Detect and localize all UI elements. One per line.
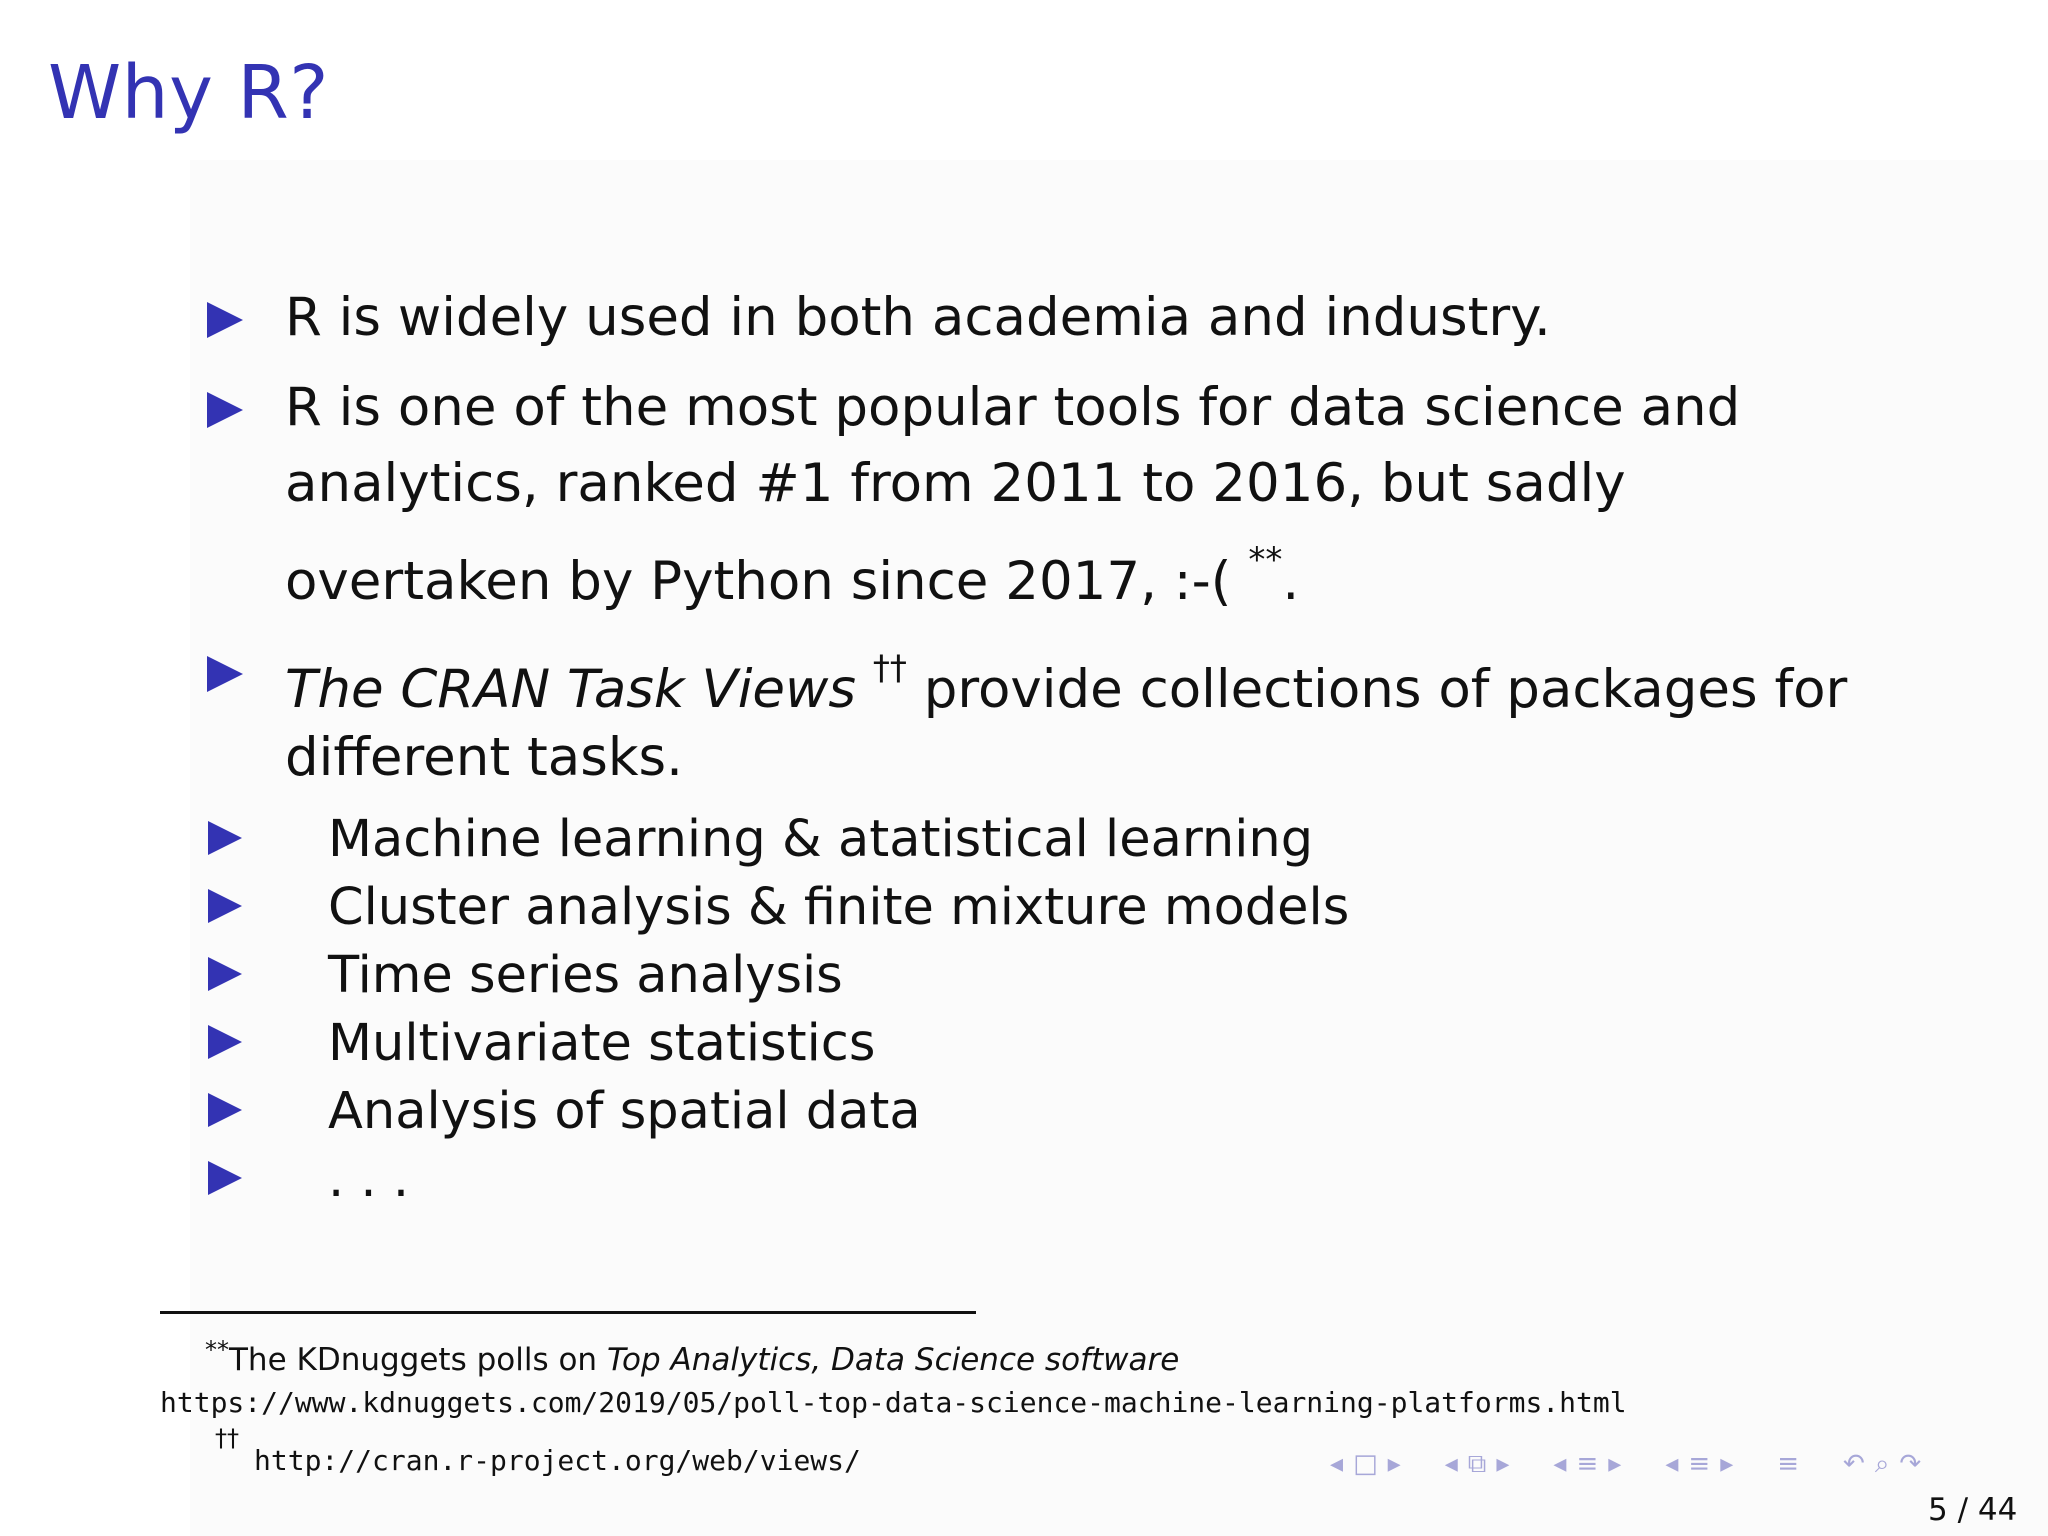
sub-bullet-text: Cluster analysis & finite mixture models <box>328 878 1350 937</box>
sub-bullet-text: . . . <box>328 1150 410 1209</box>
forward-icon[interactable]: ↷ <box>1899 1449 1922 1479</box>
sub-bullet-text: Multivariate statistics <box>328 1014 876 1073</box>
bullet-item <box>205 280 1885 356</box>
bullet-italic-text: The CRAN Task Views <box>285 659 856 720</box>
bullet-text-tail: . <box>1282 551 1300 612</box>
prev-frame-arrow-icon[interactable]: ◂ <box>1330 1449 1344 1479</box>
next-section-arrow-icon[interactable]: ▸ <box>1608 1449 1622 1479</box>
prev-section-arrow-icon[interactable]: ◂ <box>1553 1449 1567 1479</box>
frame-icon[interactable]: □ <box>1353 1449 1378 1479</box>
bullet-triangle-icon <box>208 1093 242 1127</box>
sub-bullet-text: Machine learning & atatistical learning <box>328 810 1314 869</box>
back-icon[interactable]: ↶ <box>1843 1449 1865 1479</box>
bullet-triangle-icon <box>208 821 242 855</box>
bullet-text: provide collections of packages for different tasks. <box>285 659 1848 788</box>
outline-icon[interactable]: ≡ <box>1777 1449 1800 1479</box>
bullet-triangle-icon <box>208 1161 242 1195</box>
sub-bullet-item <box>205 942 1885 1010</box>
sub-bullet-item <box>205 874 1885 942</box>
bullet-triangle-icon <box>207 656 243 692</box>
subsection-icon[interactable]: ⧉ <box>1467 1448 1487 1479</box>
footnote-1-url[interactable]: https://www.kdnuggets.com/2019/05/poll-top-data-science-machine-learning-platforms.html <box>160 1386 1627 1419</box>
footnote-2-mark: †† <box>215 1424 239 1452</box>
sub-bullet-item <box>205 806 1885 874</box>
sub-bullet-text: Analysis of spatial data <box>328 1082 921 1141</box>
footnote-1-mark: ** <box>205 1336 229 1364</box>
beamer-navigation-bar <box>1330 1444 1921 1484</box>
prev-subsection-arrow-icon[interactable]: ◂ <box>1444 1449 1458 1479</box>
bullet-triangle-icon <box>207 392 243 428</box>
footnote-1 <box>205 1330 1179 1380</box>
footnote-2-url[interactable]: http://cran.r-project.org/web/views/ <box>254 1444 861 1477</box>
next-frame-arrow-icon[interactable]: ▸ <box>1387 1449 1401 1479</box>
next-subsection-arrow-icon[interactable]: ▸ <box>1496 1449 1510 1479</box>
footnote-1-italic: Top Analytics, Data Science software <box>606 1342 1180 1378</box>
bullet-triangle-icon <box>208 957 242 991</box>
bullet-item <box>205 370 1885 620</box>
section-icon[interactable]: ≡ <box>1576 1449 1599 1479</box>
search-icon[interactable]: ⌕ <box>1874 1448 1890 1479</box>
sub-bullet-text: Time series analysis <box>328 946 843 1005</box>
footnote-mark[interactable]: ** <box>1248 540 1283 580</box>
prev-part-arrow-icon[interactable]: ◂ <box>1665 1449 1679 1479</box>
footnote-rule <box>160 1311 976 1314</box>
sub-bullet-item <box>205 1146 1885 1214</box>
bullet-text: R is one of the most popular tools for data science and analytics, ranked #1 from 2011 to 2016, but sadly overtaken by Python since 2017, :-( <box>285 377 1741 612</box>
page-total: 44 <box>1977 1492 2018 1528</box>
footnote-1-text: The KDnuggets polls on <box>229 1342 607 1378</box>
sub-bullet-item <box>205 1010 1885 1078</box>
footnote-mark[interactable]: †† <box>872 648 907 688</box>
part-icon[interactable]: ≡ <box>1688 1449 1711 1479</box>
slide-title: Why R? <box>48 50 330 136</box>
bullet-triangle-icon <box>208 889 242 923</box>
sub-bullet-list <box>205 806 1885 1214</box>
next-part-arrow-icon[interactable]: ▸ <box>1720 1449 1734 1479</box>
bullet-text: R is widely used in both academia and industry. <box>285 287 1551 348</box>
bullet-list <box>205 280 1885 1214</box>
bullet-triangle-icon <box>208 1025 242 1059</box>
bullet-item <box>205 634 1885 792</box>
page-current: 5 <box>1928 1492 1948 1528</box>
bullet-triangle-icon <box>207 302 243 338</box>
page-separator: / <box>1947 1492 1978 1528</box>
sub-bullet-item <box>205 1078 1885 1146</box>
page-number <box>1928 1492 2017 1528</box>
